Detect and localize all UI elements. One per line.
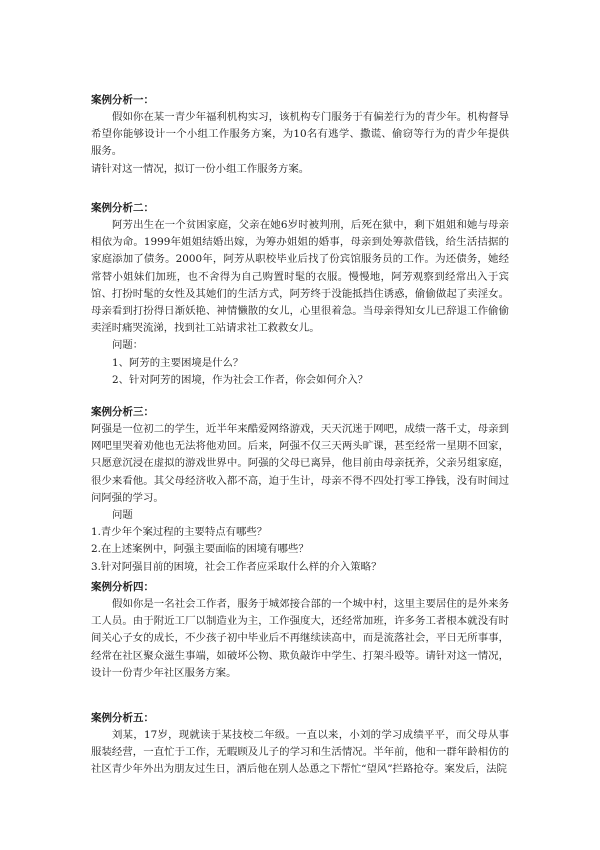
question-item: 1、阿芳的主要困境是什么？: [112, 356, 244, 369]
question-item: 2.在上述案例中，阿强主要面临的困境有哪些？: [91, 543, 309, 556]
case-section-3: [91, 404, 509, 576]
case-paragraph: 假如你是一名社会工作者，服务于城郊接合部的一个城中村，这里主要居住的是外来务工人员。由于附近工厂以制造业为主，工作强度大，还经常加班，许多务工者根本就没有时间关心子女的成长，不少孩子初中毕业后不再继续读高中，而是流落社会，平日无所事事，经常在社区聚众滋生事端，如破坏公物、欺负敲诈中学生、打架斗殴等。请针对这一情况，设计一份青少年社区服务方案。: [91, 598, 509, 679]
question-item: 1.青少年个案过程的主要特点有哪些？: [91, 526, 268, 539]
case-title: 案例分析四：: [91, 581, 154, 593]
case-section-2: [91, 200, 509, 389]
case-section-1: [91, 92, 509, 178]
case-title: 案例分析一：: [91, 94, 154, 106]
case-title: 案例分析二：: [91, 202, 154, 214]
case-paragraph: 假如你在某一青少年福利机构实习，该机构专门服务于有偏差行为的青少年。机构督导希望你能够设计一个小组工作服务方案，为10名有逃学、撒谎、偷窃等行为的青少年提供服务。: [91, 111, 509, 158]
questions-heading: 问题：: [112, 339, 144, 352]
case-section-4: [91, 579, 509, 682]
case-section-5: [91, 710, 509, 779]
case-title: 案例分析五：: [91, 712, 154, 724]
case-paragraph: 阿强是一位初二的学生，近半年来酷爱网络游戏，天天沉迷于网吧，成绩一落千丈，母亲到网吧里哭着劝他也无法将他劝回。后来，阿强不仅三天两头旷课，甚至经常一星期不回家，只愿意沉浸在虚拟的游戏世界中。阿强的父母已离异，他目前由母亲抚养，父亲另组家庭，很少来看他。其父母经济收入都不高，迫于生计，母亲不得不四处打零工挣钱，没有时间过问阿强的学习。: [91, 423, 509, 504]
case-paragraph: 阿芳出生在一个贫困家庭，父亲在她6岁时被判刑，后死在狱中，剩下姐姐和她与母亲相依为命。1999年姐姐结婚出嫁，为筹办姐姐的婚事，母亲到处筹款借钱，给生活拮据的家庭添加了债务。2000年，阿芳从职校毕业后找了份宾馆服务员的工作。为还债务，她经常替小姐妹们加班，也不舍得为自己购置时髦的衣服。慢慢地，阿芳观察到经常出入于宾馆、打扮时髦的女性及其她们的生活方式，阿芳终于没能抵挡住诱惑，偷偷做起了卖淫女。母亲看到打扮得日渐妖艳、神情懒散的女儿，心里很着急。当母亲得知女儿已辞退工作偷偷卖淫时痛哭流涕，找到社工站请求社工救救女儿。: [91, 219, 509, 335]
case-paragraph: 刘某，17岁，现就读于某技校二年级。一直以来，小刘的学习成绩平平，而父母从事服装经营，一直忙于工作，无暇顾及儿子的学习和生活情况。半年前，他和一群年龄相仿的社区青少年外出为朋友过生日，酒后他在别人怂恿之下帮忙“望风”拦路抢夺。案发后，法院: [91, 729, 509, 776]
question-item: 3.针对阿强目前的困境，社会工作者应采取什么样的介入策略？: [91, 560, 382, 573]
question-item: 2、针对阿芳的困境，作为社会工作者，你会如何介入？: [112, 373, 368, 386]
case-title: 案例分析三：: [91, 406, 154, 418]
case-prompt: 请针对这一情况，拟订一份小组工作服务方案。: [91, 162, 310, 175]
questions-heading: 问题: [112, 509, 133, 522]
